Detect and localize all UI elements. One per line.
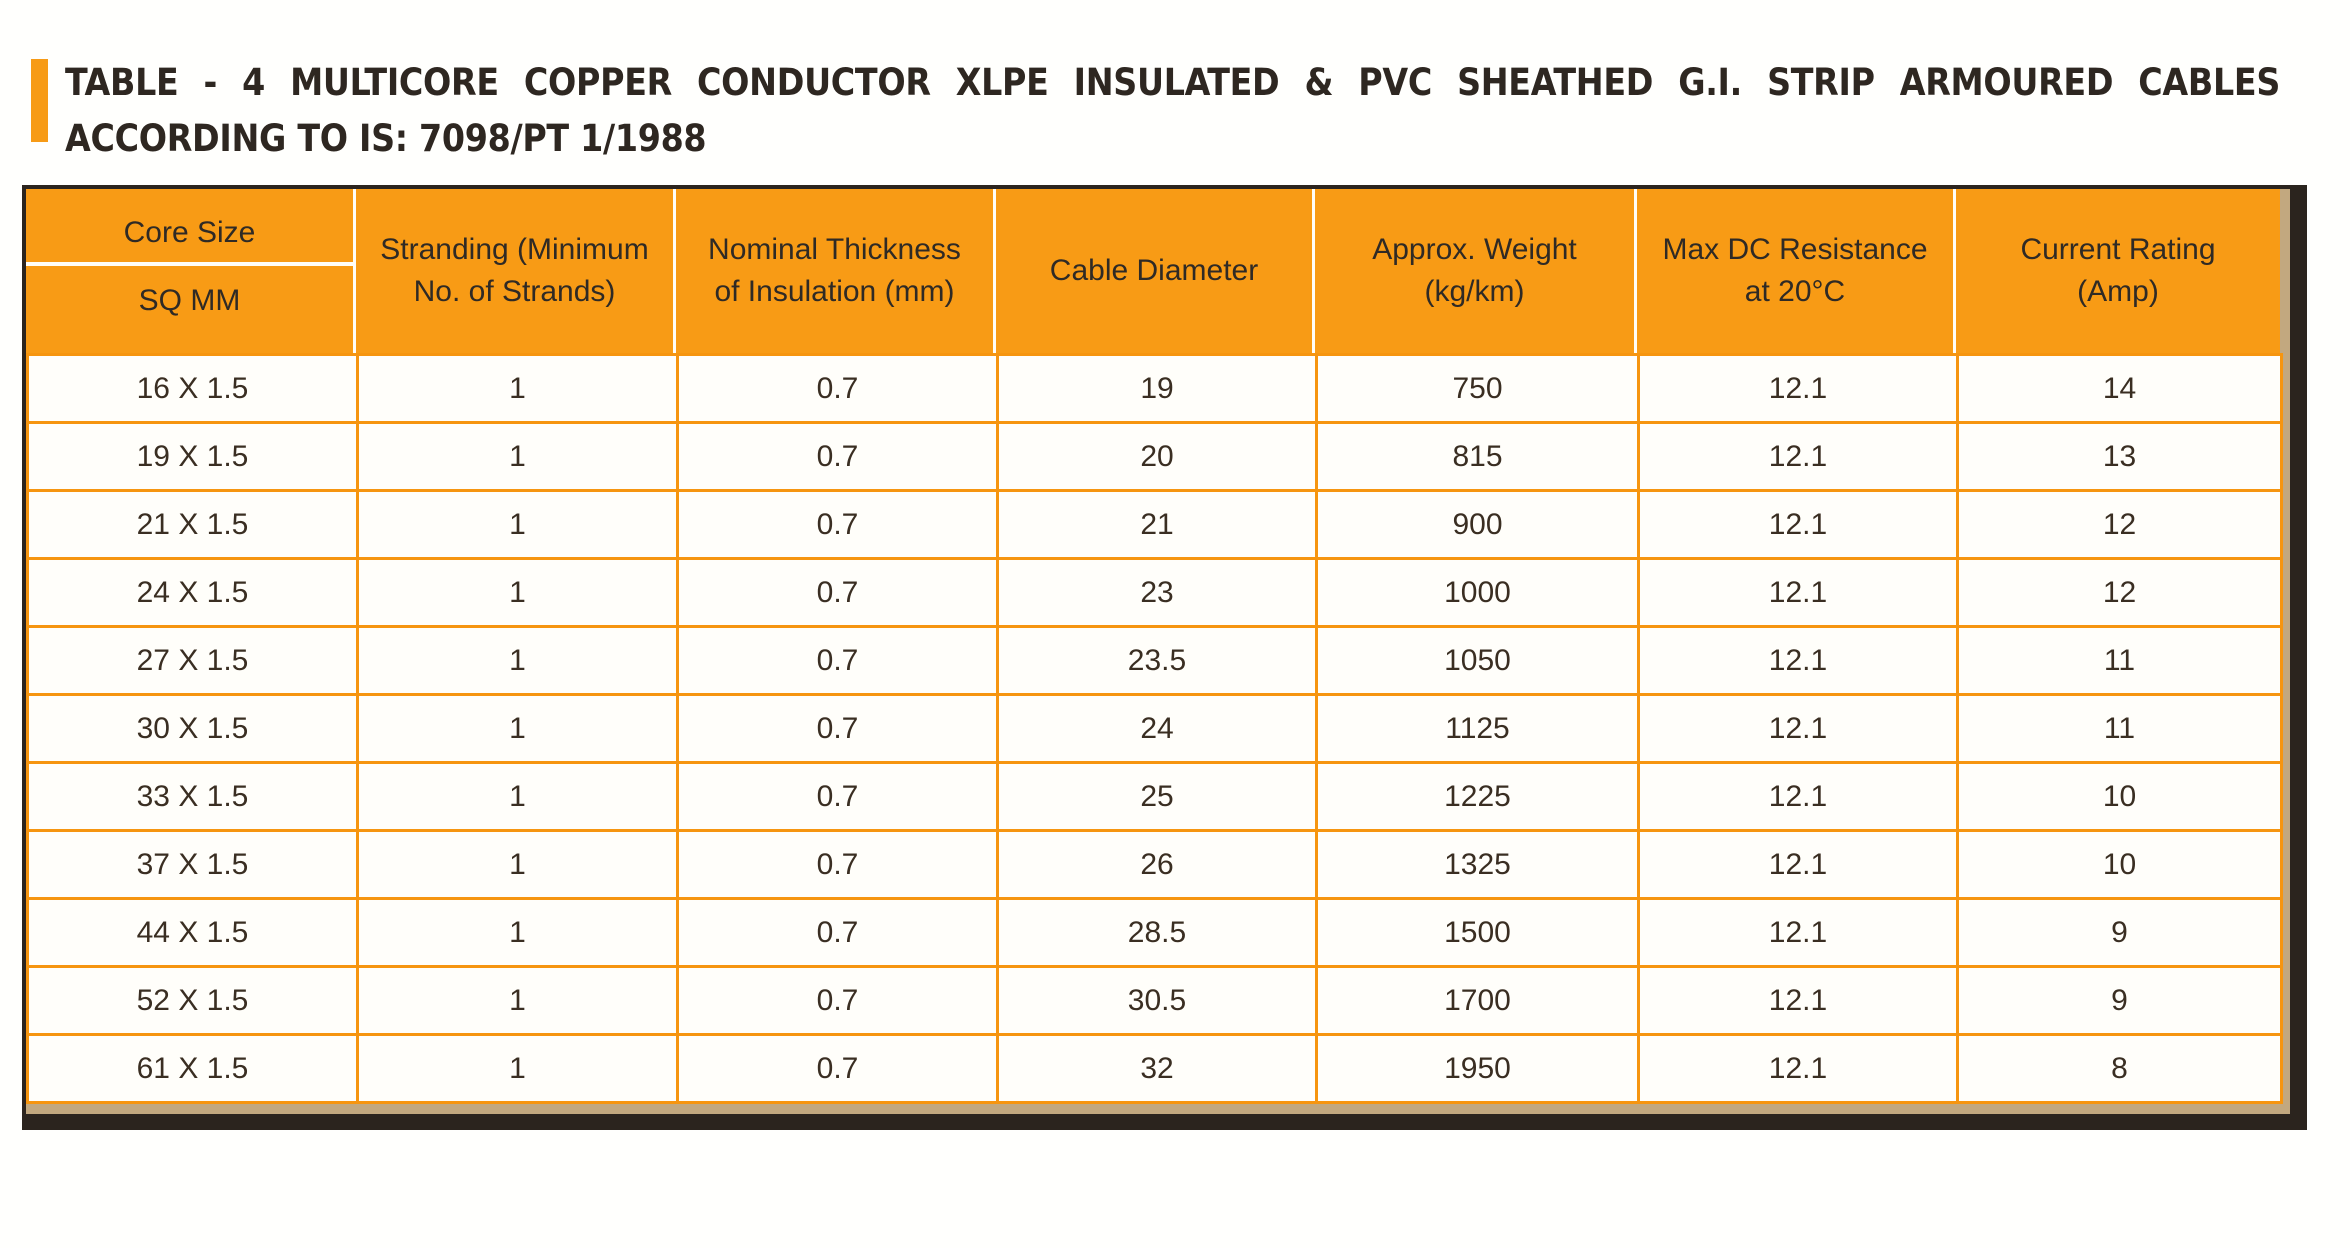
table-cell: 1500 [1317,899,1639,967]
table-row [28,695,2282,763]
table-cell: 1225 [1317,763,1639,831]
table-cell: 30 X 1.5 [28,695,358,763]
table-cell: 19 [998,355,1317,423]
table-header-row [26,189,2280,353]
table-cell: 11 [1958,695,2282,763]
table-cell: 12.1 [1639,355,1958,423]
table-cell: 30.5 [998,967,1317,1035]
header-stranding [356,189,676,353]
table-cell: 0.7 [678,627,998,695]
table-cell: 0.7 [678,491,998,559]
table-cell: 0.7 [678,1035,998,1103]
table-row [28,627,2282,695]
table-row [28,491,2282,559]
header-cable-diameter-label: Cable Diameter [1049,254,1259,287]
table-cell: 28.5 [998,899,1317,967]
header-core-size-label: Core Size [123,216,256,249]
table-cell: 9 [1958,899,2282,967]
table-cell: 1325 [1317,831,1639,899]
table-cell: 32 [998,1035,1317,1103]
table-cell: 1950 [1317,1035,1639,1103]
table-cell: 1050 [1317,627,1639,695]
table-cell: 0.7 [678,695,998,763]
table-cell: 12 [1958,559,2282,627]
table-cell: 1 [358,831,678,899]
table-cell: 14 [1958,355,2282,423]
table-cell: 27 X 1.5 [28,627,358,695]
table-cell: 0.7 [678,559,998,627]
header-approx-weight-label: Approx. Weight (kg/km) [1372,233,1577,308]
page-title-line2: ACCORDING TO IS: 7098/PT 1/1988 [65,117,707,160]
table-body [26,353,2283,1104]
table-cell: 21 [998,491,1317,559]
table-cell: 8 [1958,1035,2282,1103]
header-core-size-sublabel: SQ MM [138,284,241,317]
table-cell: 12.1 [1639,627,1958,695]
table-cell: 12.1 [1639,763,1958,831]
table-cell: 12.1 [1639,559,1958,627]
table-row [28,899,2282,967]
cable-spec-table-shadow [26,189,2290,1114]
table-cell: 12.1 [1639,423,1958,491]
table-cell: 10 [1958,831,2282,899]
table-row [28,1035,2282,1103]
table-rows [28,355,2282,1103]
header-max-dc-resistance [1637,189,1956,353]
table-cell: 9 [1958,967,2282,1035]
table-cell: 1 [358,763,678,831]
table-cell: 1125 [1317,695,1639,763]
title-accent-bar [31,59,48,142]
table-row [28,967,2282,1035]
table-cell: 19 X 1.5 [28,423,358,491]
table-cell: 21 X 1.5 [28,491,358,559]
table-cell: 0.7 [678,355,998,423]
table-cell: 12.1 [1639,967,1958,1035]
header-current-rating [1956,189,2280,353]
table-cell: 1 [358,559,678,627]
table-row [28,763,2282,831]
table-row [28,423,2282,491]
table-cell: 13 [1958,423,2282,491]
table-cell: 12.1 [1639,831,1958,899]
table-cell: 12.1 [1639,695,1958,763]
table-cell: 44 X 1.5 [28,899,358,967]
table-cell: 1 [358,355,678,423]
header-insulation-thickness [676,189,996,353]
table-cell: 815 [1317,423,1639,491]
table-cell: 1 [358,967,678,1035]
header-cable-diameter [996,189,1315,353]
table-cell: 24 [998,695,1317,763]
table-cell: 61 X 1.5 [28,1035,358,1103]
table-cell: 37 X 1.5 [28,831,358,899]
page-title [65,55,2291,167]
table-cell: 1 [358,1035,678,1103]
cable-spec-table [26,189,2280,1104]
table-cell: 1 [358,899,678,967]
table-title-block [31,55,2291,167]
table-cell: 750 [1317,355,1639,423]
table-cell: 0.7 [678,763,998,831]
table-cell: 33 X 1.5 [28,763,358,831]
page-title-line1: TABLE - 4 MULTICORE COPPER CONDUCTOR XLPE INSULATED & PVC SHEATHED G.I. STRIP ARMOURED CABLES [65,61,2280,104]
table-cell: 0.7 [678,423,998,491]
header-max-dc-resistance-label: Max DC Resistance at 20°C [1662,233,1928,308]
table-cell: 16 X 1.5 [28,355,358,423]
table-row [28,355,2282,423]
table-cell: 1700 [1317,967,1639,1035]
table-cell: 23 [998,559,1317,627]
table-cell: 1000 [1317,559,1639,627]
cable-spec-table-frame [22,185,2307,1130]
header-approx-weight [1315,189,1637,353]
table-cell: 1 [358,695,678,763]
table-cell: 900 [1317,491,1639,559]
header-current-rating-label: Current Rating (Amp) [2020,233,2216,308]
table-cell: 0.7 [678,967,998,1035]
table-cell: 12.1 [1639,491,1958,559]
table-cell: 1 [358,491,678,559]
table-cell: 24 X 1.5 [28,559,358,627]
table-cell: 26 [998,831,1317,899]
table-cell: 0.7 [678,831,998,899]
table-row [28,559,2282,627]
table-row [28,831,2282,899]
table-cell: 1 [358,627,678,695]
table-cell: 52 X 1.5 [28,967,358,1035]
table-cell: 20 [998,423,1317,491]
header-insulation-thickness-label: Nominal Thickness of Insulation (mm) [708,233,961,308]
table-cell: 23.5 [998,627,1317,695]
table-cell: 0.7 [678,899,998,967]
table-cell: 11 [1958,627,2282,695]
table-cell: 25 [998,763,1317,831]
header-core-size [26,189,356,353]
table-cell: 12.1 [1639,899,1958,967]
table-cell: 12.1 [1639,1035,1958,1103]
table-cell: 1 [358,423,678,491]
header-stranding-label: Stranding (Minimum No. of Strands) [380,233,649,308]
table-cell: 12 [1958,491,2282,559]
table-cell: 10 [1958,763,2282,831]
